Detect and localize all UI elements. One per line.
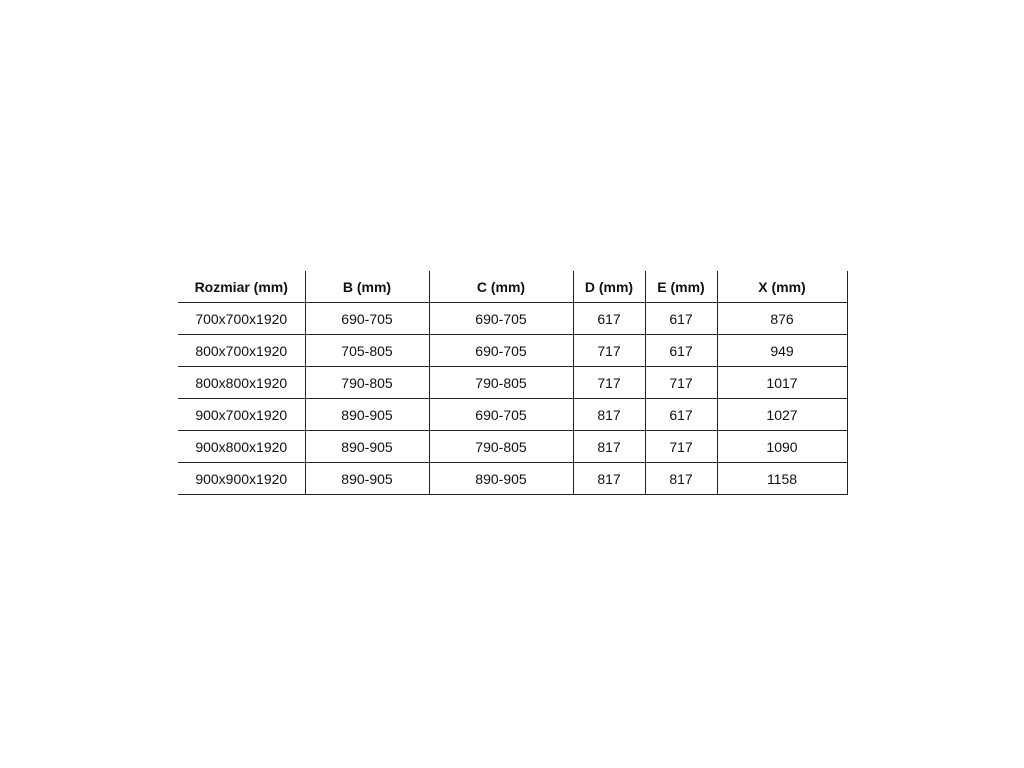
cell-c: 690-705 xyxy=(429,335,573,367)
table-body xyxy=(178,303,847,495)
cell-e: 617 xyxy=(645,399,717,431)
cell-rozmiar: 800x800x1920 xyxy=(178,367,305,399)
cell-c: 790-805 xyxy=(429,431,573,463)
cell-x: 1027 xyxy=(717,399,847,431)
cell-e: 717 xyxy=(645,367,717,399)
table-row xyxy=(178,367,847,399)
cell-d: 817 xyxy=(573,431,645,463)
header-rozmiar: Rozmiar (mm) xyxy=(178,271,305,303)
header-d: D (mm) xyxy=(573,271,645,303)
cell-x: 1158 xyxy=(717,463,847,495)
dimensions-table xyxy=(178,271,848,495)
cell-b: 790-805 xyxy=(305,367,429,399)
cell-d: 817 xyxy=(573,463,645,495)
cell-d: 717 xyxy=(573,367,645,399)
header-row xyxy=(178,271,847,303)
cell-e: 717 xyxy=(645,431,717,463)
table-row xyxy=(178,431,847,463)
cell-x: 949 xyxy=(717,335,847,367)
cell-x: 1017 xyxy=(717,367,847,399)
table-row xyxy=(178,335,847,367)
cell-c: 690-705 xyxy=(429,303,573,335)
table-row xyxy=(178,463,847,495)
table-row xyxy=(178,303,847,335)
cell-e: 817 xyxy=(645,463,717,495)
cell-d: 617 xyxy=(573,303,645,335)
cell-e: 617 xyxy=(645,335,717,367)
cell-x: 1090 xyxy=(717,431,847,463)
cell-b: 705-805 xyxy=(305,335,429,367)
table-row xyxy=(178,399,847,431)
cell-d: 817 xyxy=(573,399,645,431)
cell-d: 717 xyxy=(573,335,645,367)
header-b: B (mm) xyxy=(305,271,429,303)
cell-x: 876 xyxy=(717,303,847,335)
cell-rozmiar: 700x700x1920 xyxy=(178,303,305,335)
header-c: C (mm) xyxy=(429,271,573,303)
cell-c: 790-805 xyxy=(429,367,573,399)
cell-rozmiar: 800x700x1920 xyxy=(178,335,305,367)
header-x: X (mm) xyxy=(717,271,847,303)
dimensions-table-container xyxy=(178,271,847,495)
cell-e: 617 xyxy=(645,303,717,335)
cell-c: 690-705 xyxy=(429,399,573,431)
cell-c: 890-905 xyxy=(429,463,573,495)
cell-rozmiar: 900x900x1920 xyxy=(178,463,305,495)
cell-b: 890-905 xyxy=(305,399,429,431)
cell-rozmiar: 900x800x1920 xyxy=(178,431,305,463)
table-header xyxy=(178,271,847,303)
header-e: E (mm) xyxy=(645,271,717,303)
cell-rozmiar: 900x700x1920 xyxy=(178,399,305,431)
cell-b: 890-905 xyxy=(305,463,429,495)
cell-b: 690-705 xyxy=(305,303,429,335)
cell-b: 890-905 xyxy=(305,431,429,463)
